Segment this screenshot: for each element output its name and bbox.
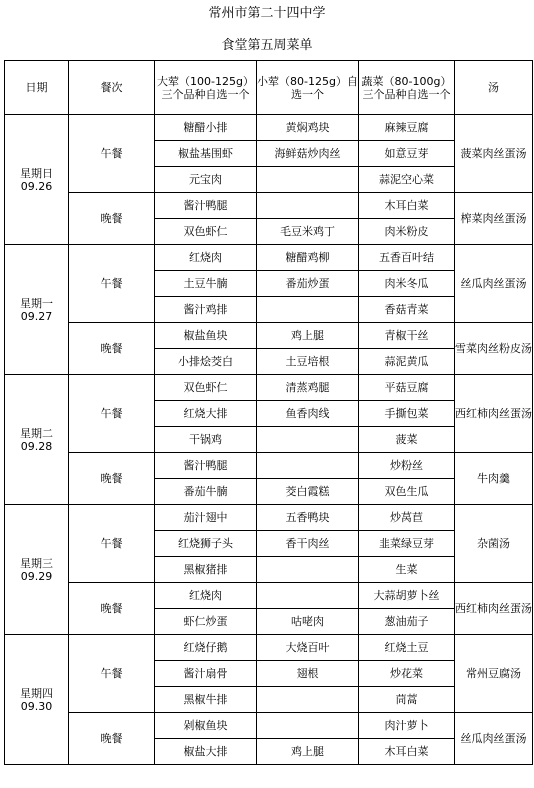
vegetable-dish: 肉米冬瓜 bbox=[359, 271, 455, 297]
header-small-meat: 小荤（80-125g）自选一个 bbox=[257, 61, 359, 115]
day-cell bbox=[5, 505, 69, 635]
vegetable-dish: 蒜泥黄瓜 bbox=[359, 349, 455, 375]
small-meat-dish bbox=[257, 557, 359, 583]
vegetable-dish: 木耳白菜 bbox=[359, 739, 455, 765]
small-meat-dish bbox=[257, 193, 359, 219]
header-vegetable: 蔬菜（80-100g）三个品种自选一个 bbox=[359, 61, 455, 115]
small-meat-dish: 鸡上腿 bbox=[257, 739, 359, 765]
header-big-meat: 大荤（100-125g）三个品种自选一个 bbox=[155, 61, 257, 115]
date-label: 09.28 bbox=[20, 439, 53, 453]
meal-cell: 午餐 bbox=[69, 115, 155, 193]
menu-title: 食堂第五周菜单 bbox=[221, 38, 313, 53]
vegetable-dish: 葱油茄子 bbox=[359, 609, 455, 635]
vegetable-dish: 平菇豆腐 bbox=[359, 375, 455, 401]
menu-row bbox=[5, 583, 533, 609]
vegetable-dish: 肉米粉皮 bbox=[359, 219, 455, 245]
meal-cell: 午餐 bbox=[69, 245, 155, 323]
vegetable-dish: 生菜 bbox=[359, 557, 455, 583]
small-meat-dish: 五香鸭块 bbox=[257, 505, 359, 531]
soup-cell: 雪菜肉丝粉皮汤 bbox=[455, 323, 533, 375]
menu-row bbox=[5, 245, 533, 271]
small-meat-dish: 清蒸鸡腿 bbox=[257, 375, 359, 401]
vegetable-dish: 肉汁萝卜 bbox=[359, 713, 455, 739]
date-label: 09.30 bbox=[20, 699, 53, 713]
header-row bbox=[5, 61, 533, 115]
small-meat-dish: 咕咾肉 bbox=[257, 609, 359, 635]
small-meat-dish: 海鲜菇炒肉丝 bbox=[257, 141, 359, 167]
vegetable-dish: 红烧土豆 bbox=[359, 635, 455, 661]
header-soup: 汤 bbox=[455, 61, 533, 115]
vegetable-dish: 炒莴苣 bbox=[359, 505, 455, 531]
soup-cell: 西红柿肉丝蛋汤 bbox=[455, 583, 533, 635]
vegetable-dish: 木耳白菜 bbox=[359, 193, 455, 219]
small-meat-dish bbox=[257, 427, 359, 453]
menu-row bbox=[5, 323, 533, 349]
menu-row bbox=[5, 505, 533, 531]
small-meat-dish bbox=[257, 583, 359, 609]
day-cell bbox=[5, 245, 69, 375]
big-meat-dish: 双色虾仁 bbox=[155, 219, 257, 245]
weekday-label: 星期日 bbox=[20, 166, 53, 180]
meal-cell: 晚餐 bbox=[69, 193, 155, 245]
big-meat-dish: 干锅鸡 bbox=[155, 427, 257, 453]
small-meat-dish: 毛豆米鸡丁 bbox=[257, 219, 359, 245]
vegetable-dish: 香菇青菜 bbox=[359, 297, 455, 323]
meal-cell: 午餐 bbox=[69, 505, 155, 583]
weekly-menu-table bbox=[4, 60, 533, 765]
soup-cell: 丝瓜肉丝蛋汤 bbox=[455, 245, 533, 323]
soup-cell: 牛肉羹 bbox=[455, 453, 533, 505]
small-meat-dish bbox=[257, 297, 359, 323]
menu-row bbox=[5, 115, 533, 141]
big-meat-dish: 土豆牛腩 bbox=[155, 271, 257, 297]
big-meat-dish: 茄汁翅中 bbox=[155, 505, 257, 531]
soup-cell: 杂菌汤 bbox=[455, 505, 533, 583]
big-meat-dish: 元宝肉 bbox=[155, 167, 257, 193]
big-meat-dish: 黑椒牛排 bbox=[155, 687, 257, 713]
meal-cell: 晚餐 bbox=[69, 583, 155, 635]
small-meat-dish bbox=[257, 687, 359, 713]
big-meat-dish: 红烧大排 bbox=[155, 401, 257, 427]
small-meat-dish bbox=[257, 453, 359, 479]
big-meat-dish: 剁椒鱼块 bbox=[155, 713, 257, 739]
small-meat-dish bbox=[257, 713, 359, 739]
vegetable-dish: 茼蒿 bbox=[359, 687, 455, 713]
small-meat-dish: 鸡上腿 bbox=[257, 323, 359, 349]
meal-cell: 晚餐 bbox=[69, 453, 155, 505]
big-meat-dish: 番茄牛腩 bbox=[155, 479, 257, 505]
day-cell bbox=[5, 635, 69, 765]
big-meat-dish: 糖醋小排 bbox=[155, 115, 257, 141]
big-meat-dish: 酱汁鸡排 bbox=[155, 297, 257, 323]
header-date: 日期 bbox=[5, 61, 69, 115]
big-meat-dish: 红烧肉 bbox=[155, 583, 257, 609]
vegetable-dish: 韭菜绿豆芽 bbox=[359, 531, 455, 557]
small-meat-dish bbox=[257, 167, 359, 193]
weekday-label: 星期四 bbox=[20, 686, 53, 700]
menu-row bbox=[5, 193, 533, 219]
weekday-label: 星期二 bbox=[20, 426, 53, 440]
small-meat-dish: 鱼香肉线 bbox=[257, 401, 359, 427]
weekday-label: 星期三 bbox=[20, 556, 53, 570]
vegetable-dish: 双色生瓜 bbox=[359, 479, 455, 505]
big-meat-dish: 酱汁鸭腿 bbox=[155, 453, 257, 479]
small-meat-dish: 茭白霞糕 bbox=[257, 479, 359, 505]
date-label: 09.26 bbox=[20, 179, 53, 193]
vegetable-dish: 麻辣豆腐 bbox=[359, 115, 455, 141]
menu-body bbox=[5, 115, 533, 765]
big-meat-dish: 椒盐大排 bbox=[155, 739, 257, 765]
big-meat-dish: 红烧狮子头 bbox=[155, 531, 257, 557]
soup-cell: 菠菜肉丝蛋汤 bbox=[455, 115, 533, 193]
day-cell bbox=[5, 115, 69, 245]
small-meat-dish: 糖醋鸡柳 bbox=[257, 245, 359, 271]
vegetable-dish: 五香百叶结 bbox=[359, 245, 455, 271]
vegetable-dish: 炒粉丝 bbox=[359, 453, 455, 479]
day-cell bbox=[5, 375, 69, 505]
small-meat-dish: 土豆培根 bbox=[257, 349, 359, 375]
weekday-label: 星期一 bbox=[20, 296, 53, 310]
meal-cell: 午餐 bbox=[69, 635, 155, 713]
menu-row bbox=[5, 453, 533, 479]
header-meal: 餐次 bbox=[69, 61, 155, 115]
big-meat-dish: 小排烩茭白 bbox=[155, 349, 257, 375]
meal-cell: 晚餐 bbox=[69, 713, 155, 765]
vegetable-dish: 手撕包菜 bbox=[359, 401, 455, 427]
date-label: 09.29 bbox=[20, 569, 53, 583]
menu-row bbox=[5, 635, 533, 661]
big-meat-dish: 酱汁鸭腿 bbox=[155, 193, 257, 219]
big-meat-dish: 红烧肉 bbox=[155, 245, 257, 271]
big-meat-dish: 椒盐基围虾 bbox=[155, 141, 257, 167]
vegetable-dish: 如意豆芽 bbox=[359, 141, 455, 167]
soup-cell: 榨菜肉丝蛋汤 bbox=[455, 193, 533, 245]
small-meat-dish: 番茄炒蛋 bbox=[257, 271, 359, 297]
big-meat-dish: 酱汁扇骨 bbox=[155, 661, 257, 687]
soup-cell: 丝瓜肉丝蛋汤 bbox=[455, 713, 533, 765]
big-meat-dish: 黑椒猪排 bbox=[155, 557, 257, 583]
menu-row bbox=[5, 375, 533, 401]
soup-cell: 常州豆腐汤 bbox=[455, 635, 533, 713]
big-meat-dish: 双色虾仁 bbox=[155, 375, 257, 401]
small-meat-dish: 翅根 bbox=[257, 661, 359, 687]
school-name: 常州市第二十四中学 bbox=[208, 6, 326, 21]
big-meat-dish: 虾仁炒蛋 bbox=[155, 609, 257, 635]
small-meat-dish: 大烧百叶 bbox=[257, 635, 359, 661]
big-meat-dish: 椒盐鱼块 bbox=[155, 323, 257, 349]
soup-cell: 西红柿肉丝蛋汤 bbox=[455, 375, 533, 453]
small-meat-dish: 黄焖鸡块 bbox=[257, 115, 359, 141]
vegetable-dish: 炒花菜 bbox=[359, 661, 455, 687]
vegetable-dish: 青椒干丝 bbox=[359, 323, 455, 349]
date-label: 09.27 bbox=[20, 309, 53, 323]
vegetable-dish: 大蒜胡萝卜丝 bbox=[359, 583, 455, 609]
meal-cell: 午餐 bbox=[69, 375, 155, 453]
small-meat-dish: 香干肉丝 bbox=[257, 531, 359, 557]
vegetable-dish: 蒜泥空心菜 bbox=[359, 167, 455, 193]
menu-row bbox=[5, 713, 533, 739]
vegetable-dish: 菠菜 bbox=[359, 427, 455, 453]
meal-cell: 晚餐 bbox=[69, 323, 155, 375]
big-meat-dish: 红烧仔鹅 bbox=[155, 635, 257, 661]
